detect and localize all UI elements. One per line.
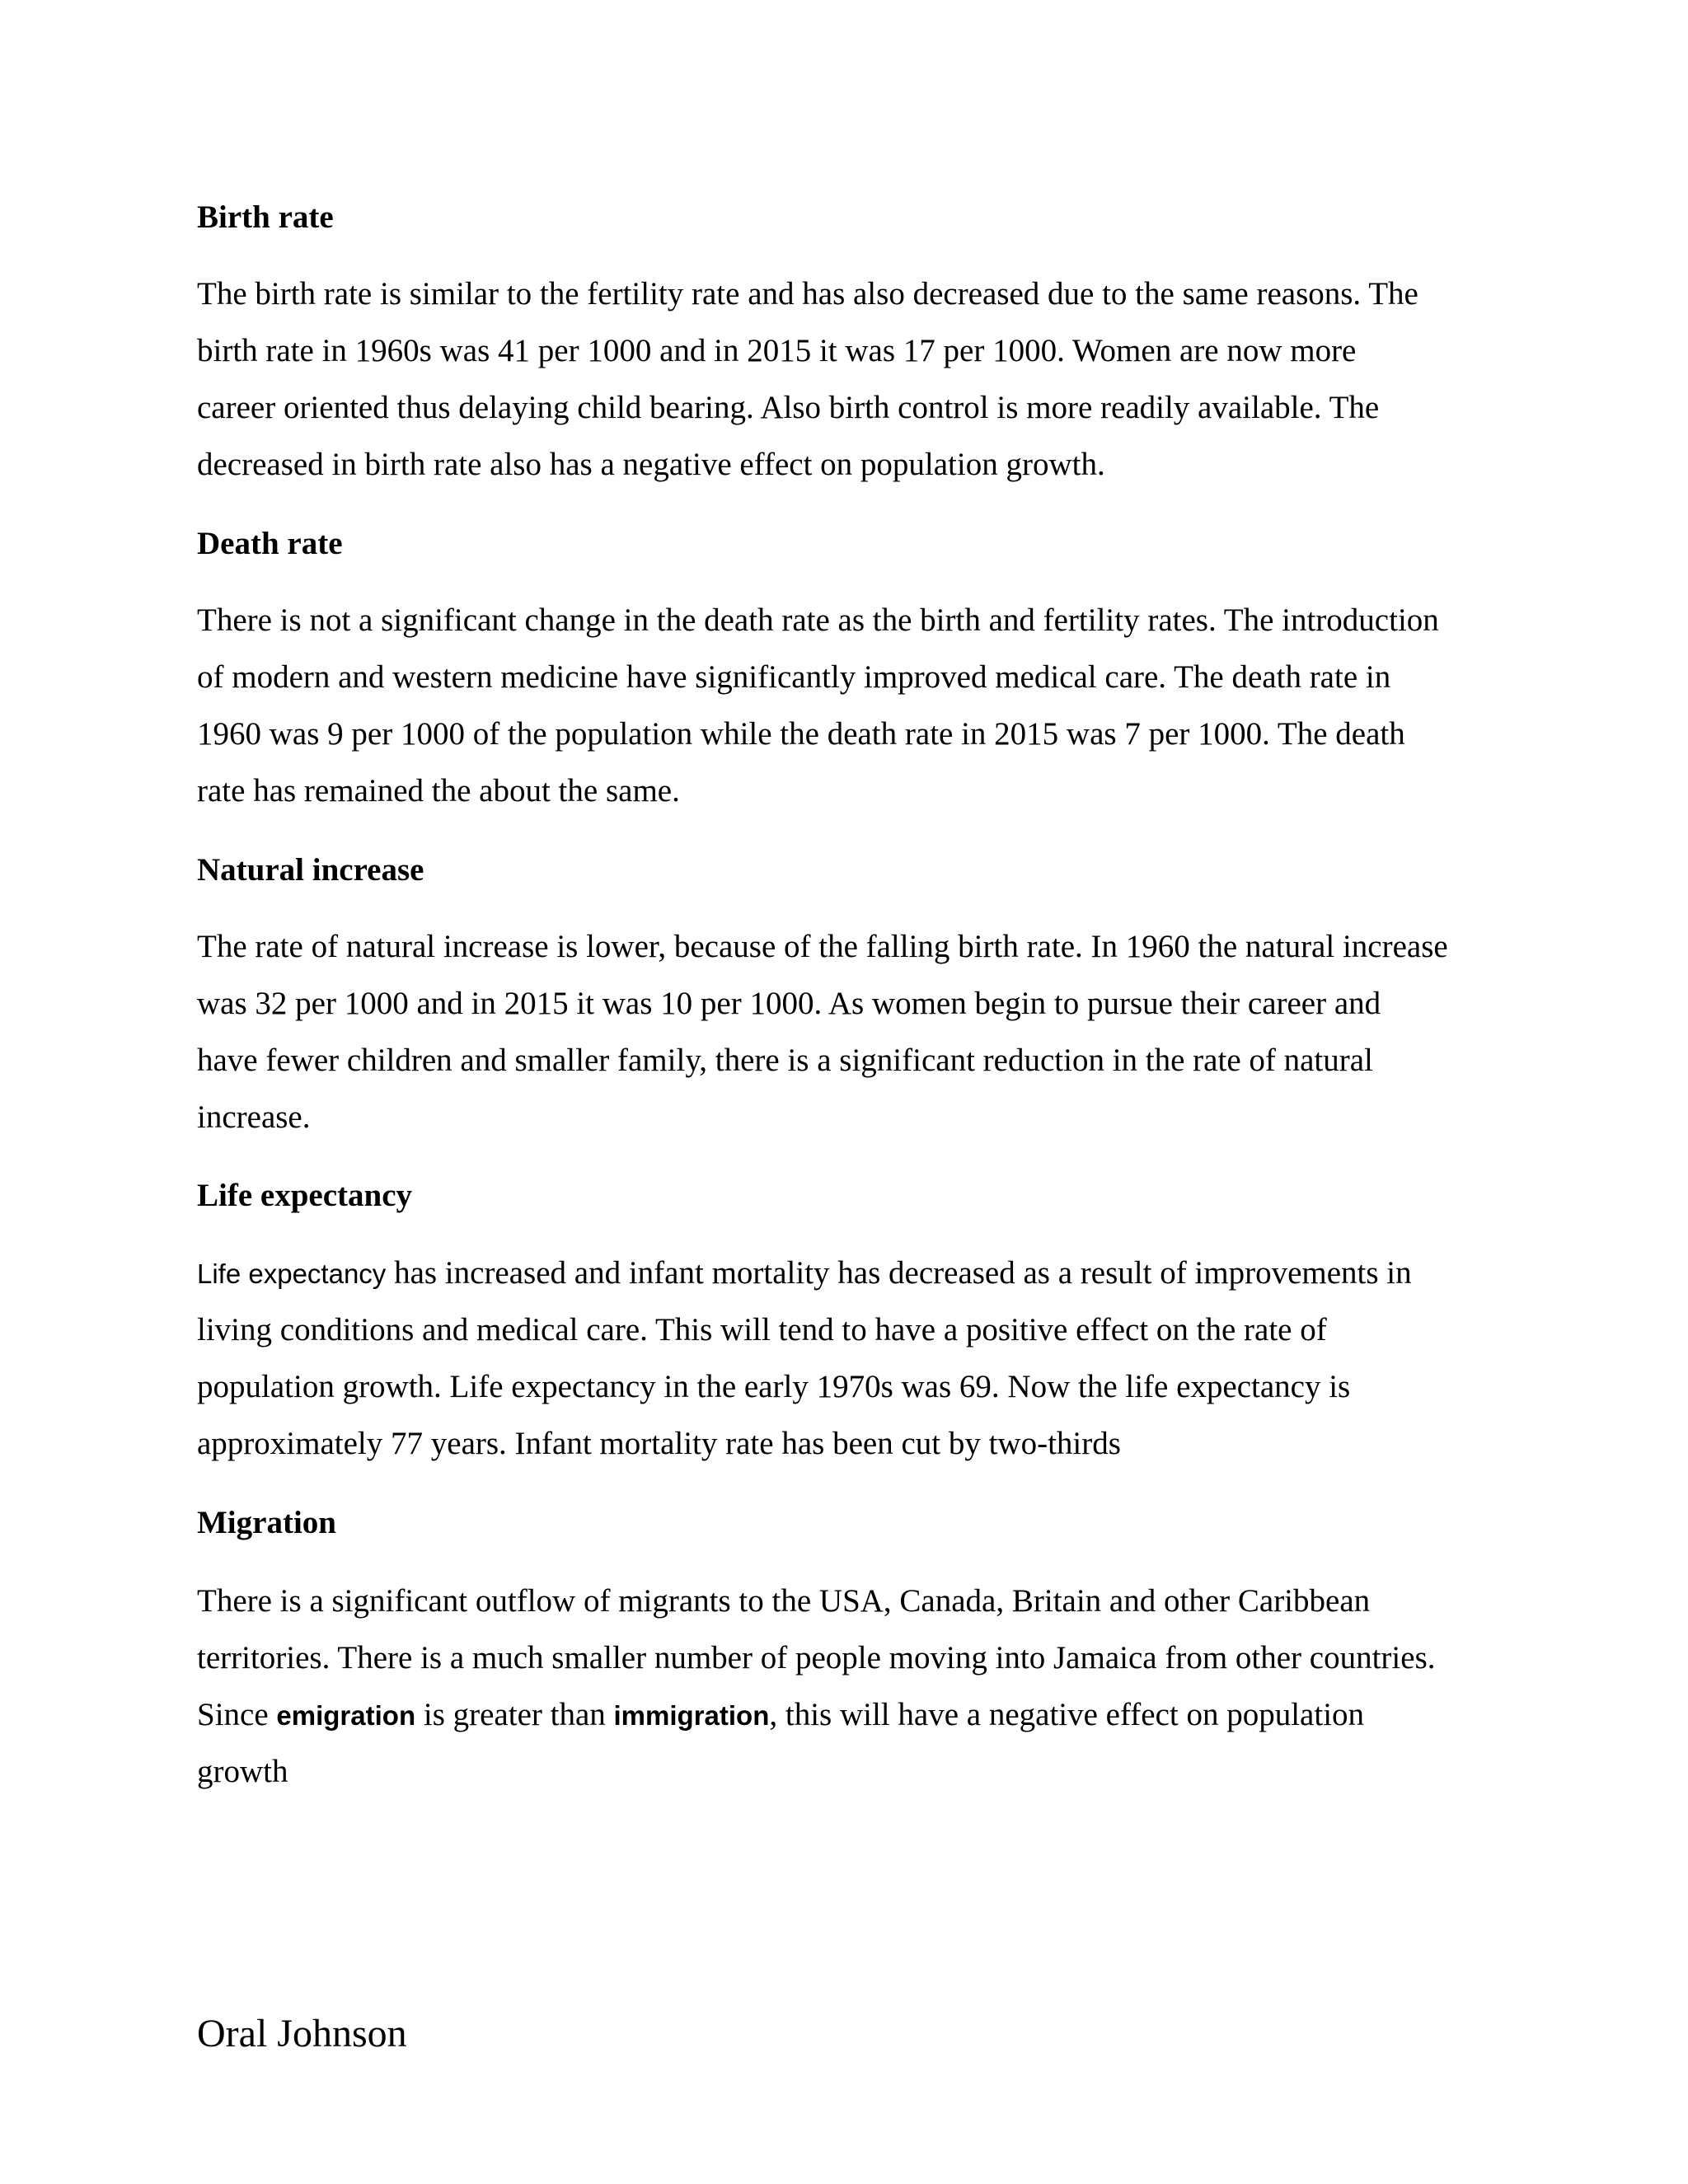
text-run: , this will have a negative effect on population [769, 1697, 1365, 1732]
text-line: 1960 was 9 per 1000 of the population while the death rate in 2015 was 7 per 1000. The death [197, 716, 1405, 752]
text-line: There is not a significant change in the death rate as the birth and fertility rates. The introduction [197, 602, 1439, 638]
paragraph-birth-rate [197, 265, 1418, 493]
text-run: Since [197, 1697, 277, 1732]
text-run: is greater than [415, 1697, 614, 1732]
text-line: birth rate in 1960s was 41 per 1000 and in 2015 it was 17 per 1000. Women are now more [197, 333, 1357, 368]
text-line: territories. There is a much smaller number of people moving into Jamaica from other countries. [197, 1640, 1436, 1675]
text-line: increase. [197, 1099, 311, 1135]
text-line: The birth rate is similar to the fertility rate and has also decreased due to the same reasons. The [197, 276, 1418, 312]
heading-natural-increase: Natural increase [197, 852, 424, 888]
text-line: The rate of natural increase is lower, because of the falling birth rate. In 1960 the natural increase [197, 929, 1448, 964]
text-line: of modern and western medicine have significantly improved medical care. The death rate in [197, 659, 1391, 695]
text-line: growth [197, 1754, 288, 1789]
heading-birth-rate: Birth rate [197, 199, 334, 235]
heading-death-rate: Death rate [197, 526, 343, 561]
immigration-term: immigration [613, 1700, 770, 1731]
author-signature: Oral Johnson [197, 2012, 407, 2055]
text-line: approximately 77 years. Infant mortality rate has been cut by two-thirds [197, 1426, 1121, 1461]
heading-life-expectancy: Life expectancy [197, 1178, 413, 1213]
paragraph-migration [197, 1572, 1436, 1800]
text-line: have fewer children and smaller family, there is a significant reduction in the rate of natural [197, 1043, 1373, 1078]
paragraph-natural-increase [197, 918, 1448, 1146]
paragraph-life-expectancy [197, 1244, 1412, 1472]
text-line: There is a significant outflow of migrants to the USA, Canada, Britain and other Caribbean [197, 1583, 1371, 1619]
text-line [197, 1686, 1436, 1743]
heading-migration: Migration [197, 1505, 336, 1540]
text-line [197, 1244, 1412, 1301]
paragraph-death-rate [197, 592, 1439, 819]
life-expectancy-lead: Life expectancy [197, 1258, 387, 1289]
emigration-term: emigration [276, 1700, 416, 1731]
text-line: decreased in birth rate also has a negative effect on population growth. [197, 447, 1105, 482]
text-run: has increased and infant mortality has decreased as a result of improvements in [386, 1255, 1412, 1291]
text-line: career oriented thus delaying child bearing. Also birth control is more readily available. The [197, 390, 1380, 425]
text-line: was 32 per 1000 and in 2015 it was 10 per 1000. As women begin to pursue their career and [197, 986, 1381, 1021]
text-line: population growth. Life expectancy in the early 1970s was 69. Now the life expectancy is [197, 1369, 1351, 1404]
text-line: rate has remained the about the same. [197, 773, 680, 808]
text-line: living conditions and medical care. This will tend to have a positive effect on the rate of [197, 1312, 1327, 1347]
